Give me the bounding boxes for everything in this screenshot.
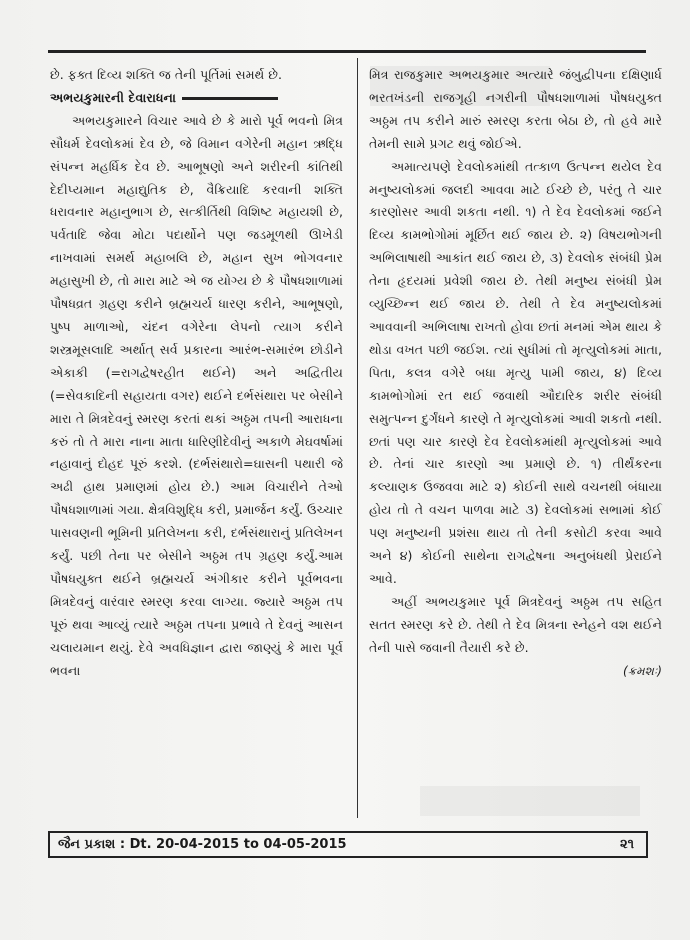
left-paragraph: અભયકુમારને વિચાર આવે છે કે મારો પૂર્વ ભવનો મિત્ર સૌધર્મ દેવલોકમાં દેવ છે, જે વિમાન વગેરેની મહાન ઋદ્ધિ સંપન્ન મહર્ધિક દેવ છે. આભૂષણો અને શરીરની કાંતિથી દેદીપ્યમાન મહાદ્યુતિક છે, વૈક્રિયાદિ કરવાની શક્તિ ધરાવનાર મહાનુભાગ છે, સત્કીર્તિથી વિશિષ્ટ મહાયશી છે, પર્વતાદિ જેવા મોટા પદાર્થોને પણ જડમૂળથી ઊખેડી નાખવામાં સમર્થ મહાબલિ છે, મહાન સુખ ભોગવનાર મહાસુખી છે, તો મારા માટે એ જ યોગ્ય છે કે પૌષધશાળામાં પૌષધવ્રત ગ્રહણ કરીને બ્રહ્મચર્ય ધારણ કરીને, આભૂષણો, પુષ્પ માળાઓ, ચંદન વગેરેના લેપનો ત્યાગ કરીને શસ્ત્રમૂસલાદિ અર્થાત્ સર્વ પ્રકારના આરંભ-સમારંભ છોડીને એકાકી (=રાગદ્વેષરહીત થઈને) અને અદ્વિતીય (=સેવકાદિની સહાયતા વગર) થઈને દર્ભસંથારા પર બેસીને મારા તે મિત્રદેવનું સ્મરણ કરતાં થકાં અઠ્ઠમ તપની આરાધના કરું તો તે મારા નાના માતા ધારિણીદેવીનું અકાળે મેઘવર્ષામાં નહાવાનું દોહદ પૂરું કરશે. (દર્ભસંથારો=ઘાસની પથારી જે અઢી હાથ પ્રમાણમાં હોય છે.) આમ વિચારીને તેઓ પૌષધશાળામાં ગયા. ક્ષેત્રવિશુદ્ધિ કરી, પ્રમાર્જન કર્યું. ઉચ્ચાર પાસવણની ભૂમિની પ્રતિલેખના કરી, દર્ભસંથારાનું પ્રતિલેખન કર્યું. પછી તેના પર બેસીને અઠ્ઠમ તપ ગ્રહણ કર્યું.આમ પૌષધયુક્ત થઈને બ્રહ્મચર્ય અંગીકાર કરીને પૂર્વભવના મિત્રદેવનું વારંવાર સ્મરણ કરવા લાગ્યા. જ્યારે અઠ્ઠમ તપ પૂરું થવા આવ્યું ત્યારે અઠ્ઠમ તપના પ્રભાવે તે દેવનું આસન ચલાયમાન થયું. દેવે અવધિજ્ઞાન દ્વારા જાણ્યું કે મારા પૂર્વ ભવના [50, 112, 343, 678]
right-paragraph-2: અમાત્યપણે દેવલોકમાંથી તત્કાળ ઉત્પન્ન થયેલ દેવ મનુષ્યલોકમાં જલદી આવવા માટે ઈચ્છે છે, પરંતુ તે ચાર કારણોસર આવી શકતા નથી. ૧) તે દેવ દેવલોકમાં જઈને દિવ્ય કામભોગોમાં મૂર્છિત થઈ જાય છે. ૨) વિષયભોગની અભિલાષાથી આકાંત થઈ જાય છે, ૩) દેવલોક સંબંધી પ્રેમ તેના હૃદયમાં પ્રવેશી જાય છે. તેથી મનુષ્ય સંબંધી પ્રેમ વ્યુચ્છિન્ન થઈ જાય છે. તેથી તે દેવ મનુષ્યલોકમાં આવવાની અભિલાષા રાખતો હોવા છતાં મનમાં એમ થાય કે થોડા વખત પછી જઈશ. ત્યાં સુધીમાં તો મૃત્યુલોકમાં માતા, પિતા, કલત્ર વગેરે બધા મૃત્યુ પામી જાય, ૪) દિવ્ય કામભોગોમાં રત થઈ જવાથી ઔદારિક શરીર સંબંધી સમુત્પન્ન દુર્ગંધને કારણે તે મૃત્યુલોકમાં આવી શકતો નથી. છતાં પણ ચાર કારણે દેવ દેવલોકમાંથી મૃત્યુલોકમાં આવે છે. તેનાં ચાર કારણો આ પ્રમાણે છે. ૧) તીર્થંકરના કલ્યાણક ઉજવવા માટે ૨) કોઈની સાથે વચનથી બંધાયા હોય તો તે વચન પાળવા માટે ૩) દેવલોકમાં સભામાં કોઈ પણ મનુષ્યની પ્રશંસા થાય તો તેની કસોટી કરવા આવે અને ૪) કોઈની સાથેના રાગદ્વેષના અનુબંધથી પ્રેરાઈને આવે. [369, 158, 662, 586]
page-number: ૨૧ [619, 837, 634, 852]
heading-underline-bar [182, 97, 278, 100]
intro-line: છે. ફક્ત દિવ્ય શક્તિ જ તેની પૂર્તિમાં સમર્થ છે. [50, 67, 282, 82]
publication-info: જૈન પ્રકાશ : Dt. 20-04-2015 to 04-05-2015 [58, 837, 347, 852]
right-paragraph-1: મિત્ર રાજકુમાર અભયકુમાર અત્યારે જંબુદ્વીપના દક્ષિણાર્ધ ભરતખંડની રાજગૃહી નગરીની પૌષધશાળામાં પૌષધયુક્ત અઠ્ઠમ તપ કરીને મારું સ્મરણ કરતા બેઠા છે, તો હવે મારે તેમની સામે પ્રગટ થવું જોઈએ. [369, 67, 662, 151]
footer-bar [48, 831, 648, 858]
continued-marker: (ક્રમશઃ) [622, 663, 662, 678]
right-paragraph-3: અહીં અભયકુમાર પૂર્વ મિત્રદેવનું અઠ્ઠમ તપ સહિત સતત સ્મરણ કરે છે. તેથી તે દેવ મિત્રના સ્નેહને વશ થઈને તેની પાસે જવાની તૈયારી કરે છે. [369, 593, 662, 655]
bleed-through-shadow-bottom [420, 786, 640, 816]
column-divider [357, 58, 358, 818]
top-rule [48, 50, 646, 53]
right-column [369, 64, 662, 682]
section-heading-row [50, 87, 343, 110]
section-heading: અભયકુમારની દેવારાધના [50, 89, 177, 105]
left-column [50, 64, 343, 682]
